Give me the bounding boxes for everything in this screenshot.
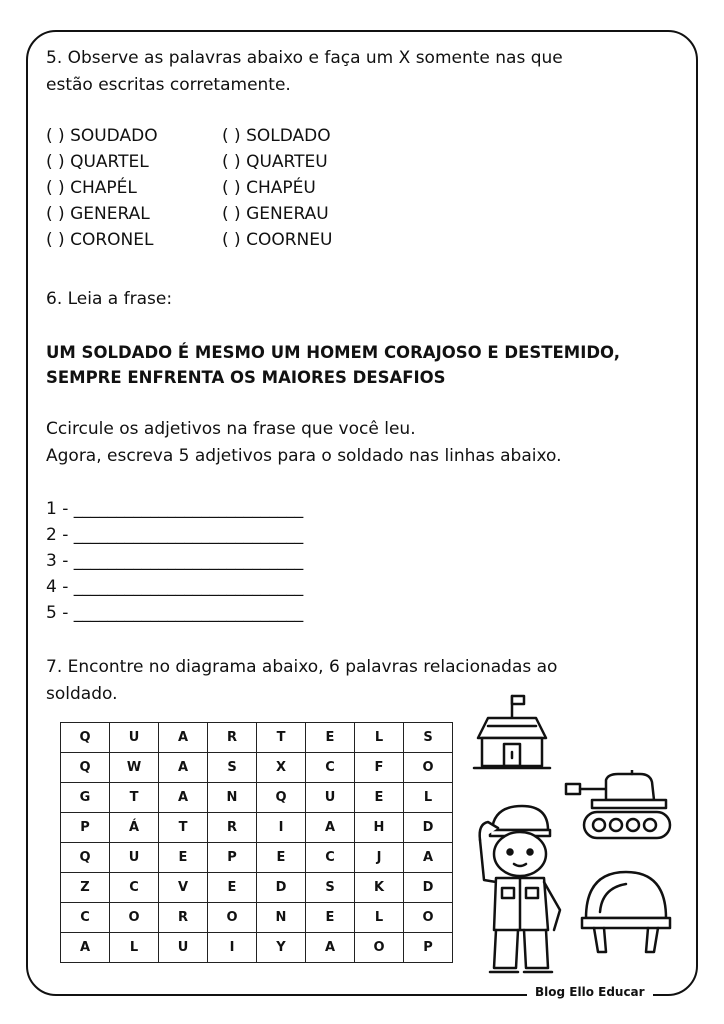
grid-cell[interactable]: Á (110, 813, 159, 843)
grid-cell[interactable]: H (355, 813, 404, 843)
grid-cell[interactable]: C (306, 753, 355, 783)
grid-cell[interactable]: S (404, 723, 453, 753)
grid-cell[interactable]: G (61, 783, 110, 813)
grid-cell[interactable]: A (404, 843, 453, 873)
q5-option-right-5[interactable]: ( ) COORNEU (222, 230, 333, 250)
grid-cell[interactable]: C (61, 903, 110, 933)
grid-cell[interactable]: A (306, 813, 355, 843)
grid-cell[interactable]: E (355, 783, 404, 813)
grid-cell[interactable]: Q (61, 843, 110, 873)
grid-cell[interactable]: A (159, 783, 208, 813)
q5-title: 5. Observe as palavras abaixo e faça um X somente nas que estão escritas corretamente. (46, 48, 563, 95)
q5-option-left-1[interactable]: ( ) SOUDADO (46, 126, 158, 146)
grid-cell[interactable]: Q (61, 753, 110, 783)
grid-cell[interactable]: P (404, 933, 453, 963)
grid-cell[interactable]: U (110, 723, 159, 753)
answer-line-4[interactable]: 4 - ___________________________ (46, 577, 304, 597)
footer-credit: Blog Ello Educar (527, 985, 653, 999)
grid-cell[interactable]: V (159, 873, 208, 903)
grid-cell[interactable]: S (306, 873, 355, 903)
grid-cell[interactable]: L (110, 933, 159, 963)
grid-cell[interactable]: E (306, 723, 355, 753)
grid-row (61, 813, 453, 843)
grid-cell[interactable]: D (404, 873, 453, 903)
grid-cell[interactable]: L (355, 723, 404, 753)
soldier-saluting-icon (474, 800, 574, 980)
grid-cell[interactable]: L (404, 783, 453, 813)
grid-cell[interactable]: O (208, 903, 257, 933)
q5-option-left-4[interactable]: ( ) GENERAL (46, 204, 150, 224)
grid-cell[interactable]: A (61, 933, 110, 963)
answer-line-5[interactable]: 5 - ___________________________ (46, 603, 304, 623)
grid-cell[interactable]: A (306, 933, 355, 963)
q5-option-right-3[interactable]: ( ) CHAPÉU (222, 178, 316, 198)
q6-instructions: Ccircule os adjetivos na frase que você leu. Agora, escreva 5 adjetivos para o soldado nas linhas abaixo. (46, 419, 562, 466)
grid-row (61, 723, 453, 753)
grid-cell[interactable]: R (159, 903, 208, 933)
grid-cell[interactable]: U (306, 783, 355, 813)
grid-cell[interactable]: O (110, 903, 159, 933)
q5-option-left-5[interactable]: ( ) CORONEL (46, 230, 154, 250)
grid-cell[interactable]: C (306, 843, 355, 873)
grid-cell[interactable]: C (110, 873, 159, 903)
grid-cell[interactable]: F (355, 753, 404, 783)
grid-cell[interactable]: D (257, 873, 306, 903)
grid-cell[interactable]: N (208, 783, 257, 813)
grid-cell[interactable]: J (355, 843, 404, 873)
word-search-grid (60, 722, 453, 963)
grid-row (61, 753, 453, 783)
q6-sentence: UM SOLDADO É MESMO UM HOMEM CORAJOSO E DESTEMIDO, SEMPRE ENFRENTA OS MAIORES DESAFIOS (46, 343, 620, 387)
q5-option-right-4[interactable]: ( ) GENERAU (222, 204, 329, 224)
tank-icon (562, 770, 672, 842)
grid-cell[interactable]: R (208, 723, 257, 753)
grid-cell[interactable]: E (159, 843, 208, 873)
q6-title: 6. Leia a frase: (46, 289, 173, 309)
grid-cell[interactable]: T (110, 783, 159, 813)
grid-cell[interactable]: Y (257, 933, 306, 963)
helmet-icon (580, 862, 672, 958)
grid-cell[interactable]: A (159, 723, 208, 753)
grid-row (61, 903, 453, 933)
grid-cell[interactable]: E (208, 873, 257, 903)
barracks-icon (468, 690, 556, 778)
grid-cell[interactable]: Q (257, 783, 306, 813)
grid-cell[interactable]: K (355, 873, 404, 903)
grid-cell[interactable]: Z (61, 873, 110, 903)
answer-line-1[interactable]: 1 - ___________________________ (46, 499, 304, 519)
q5-option-right-2[interactable]: ( ) QUARTEU (222, 152, 328, 172)
grid-cell[interactable]: S (208, 753, 257, 783)
grid-cell[interactable]: O (404, 753, 453, 783)
grid-cell[interactable]: R (208, 813, 257, 843)
grid-cell[interactable]: E (257, 843, 306, 873)
grid-cell[interactable]: A (159, 753, 208, 783)
grid-row (61, 783, 453, 813)
grid-cell[interactable]: P (208, 843, 257, 873)
grid-cell[interactable]: X (257, 753, 306, 783)
grid-cell[interactable]: O (355, 933, 404, 963)
grid-cell[interactable]: T (159, 813, 208, 843)
grid-cell[interactable]: E (306, 903, 355, 933)
grid-cell[interactable]: T (257, 723, 306, 753)
q5-option-left-3[interactable]: ( ) CHAPÉL (46, 178, 137, 198)
q6-answer-lines (46, 496, 303, 626)
grid-cell[interactable]: W (110, 753, 159, 783)
grid-cell[interactable]: O (404, 903, 453, 933)
grid-cell[interactable]: L (355, 903, 404, 933)
q5-option-right-1[interactable]: ( ) SOLDADO (222, 126, 331, 146)
grid-row (61, 873, 453, 903)
grid-cell[interactable]: I (257, 813, 306, 843)
grid-cell[interactable]: P (61, 813, 110, 843)
grid-cell[interactable]: U (159, 933, 208, 963)
q5-option-left-2[interactable]: ( ) QUARTEL (46, 152, 149, 172)
grid-cell[interactable]: I (208, 933, 257, 963)
grid-row (61, 933, 453, 963)
q7-title: 7. Encontre no diagrama abaixo, 6 palavras relacionadas ao soldado. (46, 657, 558, 704)
grid-cell[interactable]: D (404, 813, 453, 843)
grid-cell[interactable]: N (257, 903, 306, 933)
grid-cell[interactable]: Q (61, 723, 110, 753)
grid-row (61, 843, 453, 873)
answer-line-2[interactable]: 2 - ___________________________ (46, 525, 304, 545)
grid-cell[interactable]: U (110, 843, 159, 873)
answer-line-3[interactable]: 3 - ___________________________ (46, 551, 304, 571)
